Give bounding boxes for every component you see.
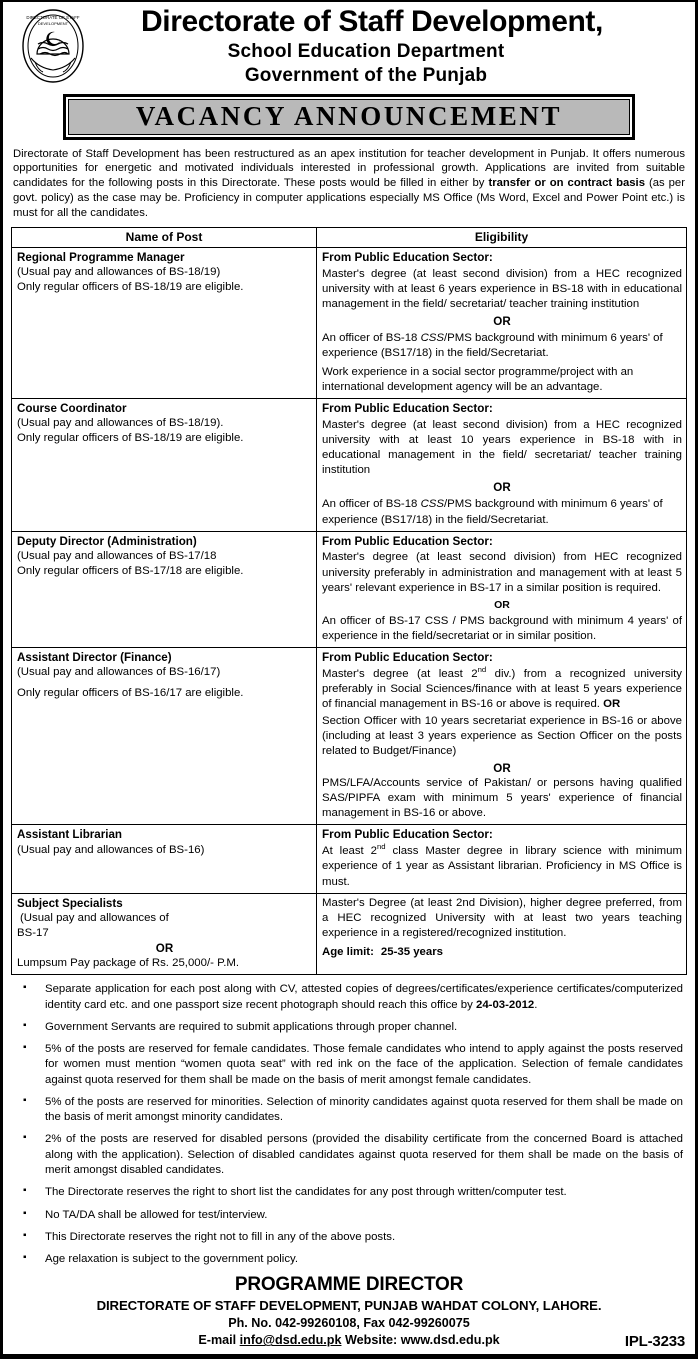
column-header-eligibility: Eligibility bbox=[317, 228, 687, 248]
note-text: Separate application for each post along with CV, attested copies of degrees/certificates/experience certificates/computerized identity card etc. and one passport size recent photograph should reach this office by bbox=[45, 983, 683, 1011]
eligibility-paragraph-alt bbox=[322, 497, 682, 527]
note-text-tail: . bbox=[534, 998, 538, 1011]
document-header bbox=[11, 2, 687, 87]
note-text: 5% of the posts are reserved for minorities. Selection of minority candidates against quota reserved for them shall be made on the basis of merit amongst minority candidates. bbox=[45, 1095, 683, 1124]
vacancy-banner-text: VACANCY ANNOUNCEMENT bbox=[135, 100, 563, 131]
note-text: This Directorate reserves the right not to fill in any of the above posts. bbox=[45, 1230, 396, 1243]
eligibility-paragraph-alt bbox=[322, 331, 682, 361]
eligibility-paragraph-alt: Section Officer with 10 years secretariat experience in BS-16 or above (including at least 3 years experience as Section Officer on the posts related to Budget/Finance) bbox=[322, 714, 682, 757]
eligibility-paragraph-extra: Work experience in a social sector programme/project with an international development agency will be an advantage. bbox=[322, 365, 634, 393]
note-text: 5% of the posts are reserved for female candidates. Those female candidates who intend to apply against the posts reserved for women must mention “women quota seat” with red ink on the face of the application. Selection of female candidates against quota reserved for them shall be made on the basis of merit amongst female candidates. bbox=[45, 1043, 683, 1086]
department-subtitle: School Education Department bbox=[227, 40, 505, 62]
post-title: Subject Specialists bbox=[17, 896, 123, 910]
government-subtitle: Government of the Punjab bbox=[244, 64, 488, 86]
office-address: DIRECTORATE OF STAFF DEVELOPMENT, PUNJAB WAHDAT COLONY, LAHORE. bbox=[96, 1298, 602, 1314]
list-item bbox=[19, 1230, 683, 1245]
svg-text:DEVELOPMENT: DEVELOPMENT bbox=[37, 21, 69, 26]
post-eligibility-note: Only regular officers of BS-18/19 are eligible. bbox=[17, 281, 244, 294]
post-cell bbox=[12, 398, 317, 531]
eligibility-paragraph bbox=[322, 844, 682, 889]
intro-bold-phrase: transfer or on contract basis bbox=[488, 177, 645, 190]
age-limit-label: Age limit: bbox=[322, 946, 374, 959]
elig-alt-pre: An officer of BS-18 bbox=[322, 332, 421, 345]
table-row bbox=[12, 893, 687, 975]
eligibility-heading: From Public Education Sector: bbox=[322, 401, 493, 415]
eligibility-paragraph bbox=[322, 667, 682, 712]
eligibility-paragraph-alt: An officer of BS-17 CSS / PMS background with minimum 4 years' of experience in the field/secretariat or in similar position. bbox=[322, 614, 682, 643]
post-cell bbox=[12, 531, 317, 648]
elig-p1-b: class Master degree in library science with minimum experience of 1 year as Assistant librarian. Proficiency in MS Office is must. bbox=[322, 845, 682, 888]
table-row bbox=[12, 398, 687, 531]
email-address[interactable]: info@dsd.edu.pk bbox=[239, 1333, 342, 1348]
eligibility-heading: From Public Education Sector: bbox=[322, 251, 493, 265]
elig-p1-a: At least 2 bbox=[322, 845, 377, 858]
post-title: Assistant Librarian bbox=[17, 828, 123, 842]
elig-alt-post: /PMS background with minimum 6 years' of experience (BS17/18) in the field/Secretariat. bbox=[322, 332, 663, 360]
contact-phone: Ph. No. 042-99260108, Fax 042-99260075 bbox=[228, 1316, 470, 1331]
dsd-emblem-icon bbox=[17, 6, 89, 86]
table-row bbox=[12, 648, 687, 825]
eligibility-cell bbox=[317, 648, 687, 825]
eligibility-paragraph: Master's degree (at least second division) from HEC recognized university preferably in administration and management with at least 5 years' relevant experience in BS-17 in a similar position is required. bbox=[322, 551, 682, 594]
post-pay-note: (Usual pay and allowances of BS-16/17) bbox=[17, 666, 221, 679]
eligibility-paragraph: Master's Degree (at least 2nd Division), higher degree preferred, from a HEC recognized University with at least two years teaching experience in a registered/recognized institution. bbox=[322, 896, 682, 940]
eligibility-or-divider: OR bbox=[493, 761, 511, 775]
table-row bbox=[12, 248, 687, 399]
elig-alt-pre: An officer of BS-18 bbox=[322, 498, 421, 511]
eligibility-cell bbox=[317, 531, 687, 648]
note-text: Government Servants are required to submit applications through proper channel. bbox=[45, 1020, 458, 1033]
elig-alt-post: /PMS background with minimum 6 years' of experience (BS17/18) in the field/Secretariat. bbox=[322, 498, 663, 526]
signatory-role: PROGRAMME DIRECTOR bbox=[234, 1274, 464, 1296]
note-text: Age relaxation is subject to the government policy. bbox=[45, 1253, 299, 1266]
vacancy-banner bbox=[63, 94, 635, 140]
page-title: Directorate of Staff Development, bbox=[141, 5, 603, 38]
table-row bbox=[12, 825, 687, 893]
post-pay-note: (Usual pay and allowances of BS-17/18 bbox=[17, 549, 217, 562]
intro-part-1: Directorate of Staff Development has been restructured as an apex institution for teacher development in Punjab. It offers numerous opportunities for energetic and motivated individuals interested in professional growth. Applications are invited from suitable candidates for the following posts in this Directorate. These posts would be filled in either by bbox=[13, 147, 685, 190]
post-cell bbox=[12, 648, 317, 825]
intro-part-2: (as per govt. policy) as the case may be. Proficiency in computer applications especially MS Office (Ms Word, Excel and Power Point etc.) is must for all the candidates. bbox=[13, 177, 685, 220]
post-title: Deputy Director (Administration) bbox=[17, 534, 197, 548]
post-title: Course Coordinator bbox=[17, 401, 127, 415]
post-title: Regional Programme Manager bbox=[17, 251, 185, 265]
eligibility-cell bbox=[317, 398, 687, 531]
post-eligibility-note: Only regular officers of BS-18/19 are eligible. bbox=[17, 432, 244, 445]
post-pay-scale: BS-17 bbox=[17, 926, 49, 939]
post-pay-note: (Usual pay and allowances of BS-18/19). bbox=[17, 416, 224, 429]
notes-list bbox=[11, 982, 687, 1267]
email-label: E-mail bbox=[198, 1333, 237, 1348]
eligibility-cell bbox=[317, 825, 687, 893]
list-item bbox=[19, 1095, 683, 1126]
elig-p1-b: div.) from a recognized university preferably in Social Sciences/finance with at least 5 years experience of financial management in BS-16 or above is required. bbox=[322, 668, 682, 711]
age-limit-value: 25-35 years bbox=[380, 946, 443, 959]
note-text: 2% of the posts are reserved for disabled persons (provided the disability certificate from the concerned Board is attached along with the application). Selection of disabled candidates against quota reserved for them shall be made on the basis of merit amongst disabled candidates. bbox=[45, 1133, 683, 1177]
list-item bbox=[19, 1042, 683, 1088]
list-item bbox=[19, 1252, 683, 1267]
list-item bbox=[19, 982, 683, 1013]
list-item bbox=[19, 1020, 683, 1035]
elig-alt-css: CSS bbox=[420, 332, 444, 345]
eligibility-or-divider: OR bbox=[493, 481, 511, 495]
table-header-row bbox=[12, 228, 687, 248]
eligibility-paragraph-extra: PMS/LFA/Accounts service of Pakistan/ or persons having qualified SAS/PIPFA exam with minimum 5 years' experience of financial management in BS-16 or above. bbox=[322, 776, 682, 820]
eligibility-paragraph: Master's degree (at least second division) from a HEC recognized university with at least 6 years experience in BS-18 with in educational management in the field/ secretariat/ teacher training institution bbox=[322, 267, 682, 311]
post-title: Assistant Director (Finance) bbox=[17, 651, 172, 665]
eligibility-heading: From Public Education Sector: bbox=[322, 651, 493, 665]
post-pay-note: (Usual pay and allowances of BS-16) bbox=[17, 843, 205, 856]
vacancy-banner-inner bbox=[68, 99, 630, 135]
column-header-post: Name of Post bbox=[12, 228, 317, 248]
ordinal-suffix: nd bbox=[376, 842, 386, 852]
eligibility-or-divider: OR bbox=[494, 598, 510, 611]
ipl-reference-number: IPL-3233 bbox=[624, 1333, 685, 1350]
list-item bbox=[19, 1185, 683, 1200]
list-item bbox=[19, 1208, 683, 1223]
website-url[interactable]: www.dsd.edu.pk bbox=[400, 1333, 500, 1348]
post-or-divider: OR bbox=[155, 942, 174, 956]
ordinal-suffix: nd bbox=[477, 665, 487, 675]
elig-p1-a: Master's degree (at least 2 bbox=[322, 668, 478, 681]
table-row bbox=[12, 531, 687, 648]
note-text: The Directorate reserves the right to short list the candidates for any post through written/computer test. bbox=[45, 1186, 567, 1199]
eligibility-cell bbox=[317, 248, 687, 399]
eligibility-or-divider: OR bbox=[493, 315, 511, 329]
document-footer bbox=[11, 1274, 687, 1348]
inline-or: OR bbox=[603, 698, 621, 711]
post-eligibility-note: Only regular officers of BS-17/18 are eligible. bbox=[17, 564, 244, 577]
eligibility-paragraph: Master's degree (at least second division) from a HEC recognized university with at least 10 years experience in BS-18 with in educational management in the field/ secretariat/ teacher training institution bbox=[322, 418, 682, 477]
note-text: No TA/DA shall be allowed for test/interview. bbox=[45, 1208, 268, 1221]
post-pay-note: (Usual pay and allowances of bbox=[20, 911, 169, 924]
eligibility-cell bbox=[317, 893, 687, 975]
vacancy-table bbox=[11, 227, 687, 975]
post-lumpsum-note: Lumpsum Pay package of Rs. 25,000/- P.M. bbox=[17, 957, 240, 970]
svg-text:DIRECTORATE OF STAFF: DIRECTORATE OF STAFF bbox=[26, 15, 80, 20]
eligibility-heading: From Public Education Sector: bbox=[322, 534, 493, 548]
contact-email-website bbox=[11, 1333, 687, 1348]
post-eligibility-note: Only regular officers of BS-16/17 are eligible. bbox=[17, 687, 244, 700]
website-label: Website: bbox=[344, 1333, 398, 1348]
age-limit bbox=[322, 946, 682, 958]
post-cell bbox=[12, 248, 317, 399]
post-cell bbox=[12, 893, 317, 975]
note-deadline: 24-03-2012 bbox=[476, 998, 535, 1011]
eligibility-heading: From Public Education Sector: bbox=[322, 828, 493, 842]
list-item bbox=[19, 1132, 683, 1178]
intro-paragraph bbox=[13, 147, 685, 222]
post-pay-note: (Usual pay and allowances of BS-18/19) bbox=[17, 266, 221, 279]
post-cell bbox=[12, 825, 317, 893]
elig-alt-css: CSS bbox=[420, 498, 444, 511]
